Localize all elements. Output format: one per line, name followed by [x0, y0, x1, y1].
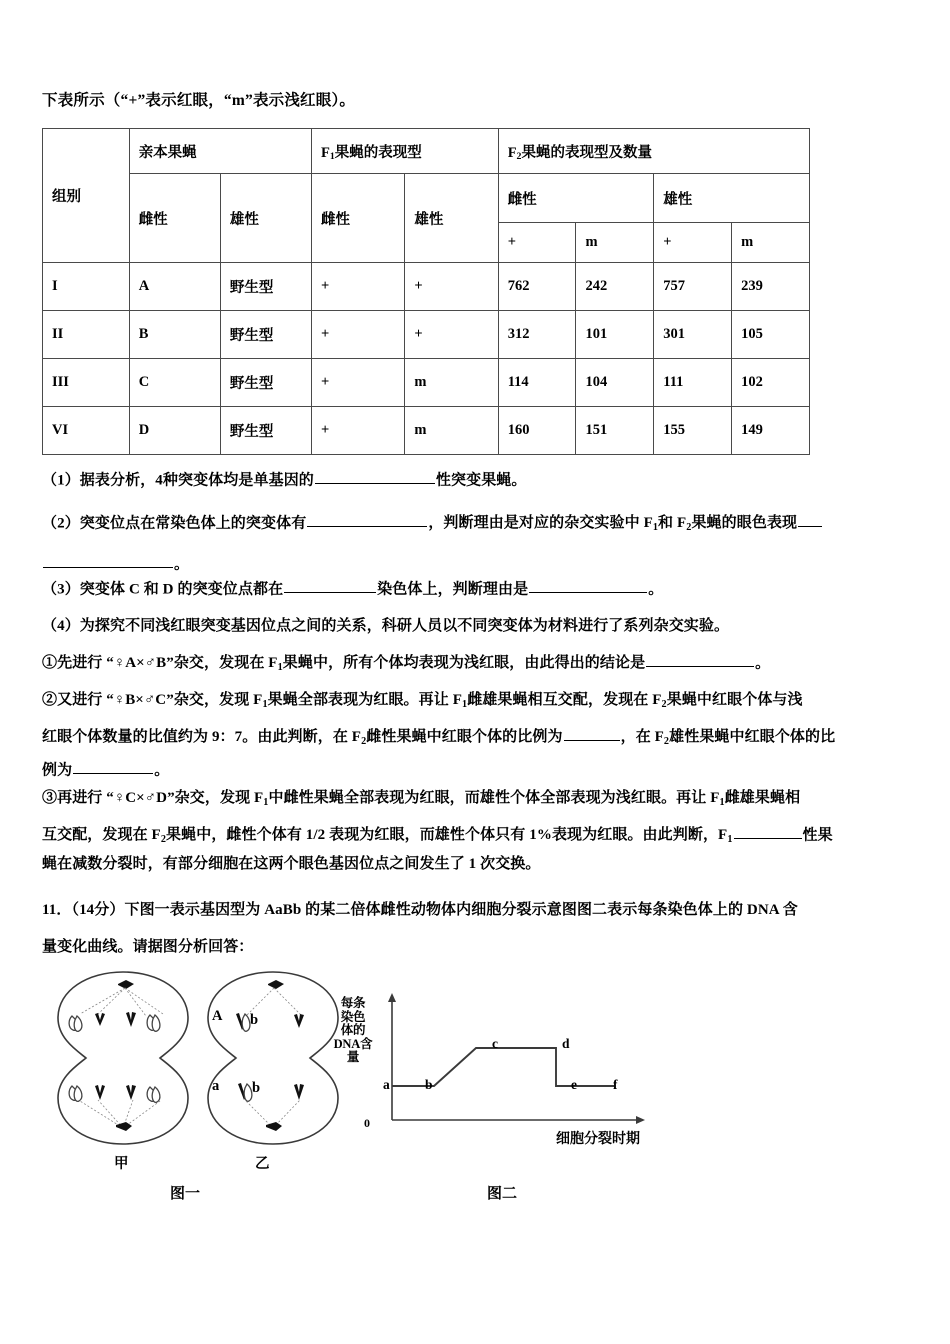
table-header-f2-female-plus: +: [498, 223, 576, 263]
y-label-line-5: 量: [346, 1050, 360, 1064]
cell-f2-female-m: 101: [576, 311, 654, 359]
table-header-f2-female-m: m: [576, 223, 654, 263]
answer-blank[interactable]: [529, 578, 647, 593]
y-label-line-2: 染色: [340, 1009, 366, 1024]
table-header-f2-male-m: m: [732, 223, 810, 263]
answer-blank[interactable]: [307, 512, 427, 527]
item2-line2-a: 红眼个体数量的比值约为 9：7。由此判断，在 $F_2$雌性果蝇中红眼个体的比例为: [42, 729, 563, 747]
cell-parent-female: B: [129, 311, 220, 359]
question-1-text-b: 性突变果蝇。: [435, 472, 527, 489]
chart-point-label-f: f: [613, 1077, 618, 1092]
cell-parent-male: 野生型: [220, 407, 311, 455]
question-3-text-b: 染色体上，判断理由是: [377, 581, 529, 598]
answer-blank[interactable]: [43, 553, 173, 568]
intro-text: 下表所示（“+”表示红眼，“m”表示浅红眼）。: [42, 92, 356, 109]
question-4-item-3-line3: 蝇在减数分裂时，有部分细胞在这两个眼色基因位点之间发生了 1 次交换。: [42, 856, 541, 872]
allele-label-a: a: [212, 1078, 220, 1094]
cell-membrane-outline: [208, 972, 338, 1144]
question-4-item-1: [42, 652, 770, 671]
table-header-f1: $F_1$果蝇的表现型: [311, 129, 498, 174]
answer-blank[interactable]: [564, 726, 620, 741]
cell-f1-male: m: [405, 359, 498, 407]
question-4: （4）为探究不同浅红眼突变基因位点之间的关系，科研人员以不同突变体为材料进行了系列杂交实验。: [42, 618, 730, 634]
answer-blank[interactable]: [734, 824, 802, 839]
cell-parent-female: D: [129, 407, 220, 455]
figure-1-caption: 图一: [170, 1186, 201, 1202]
figure-2-caption: 图二: [487, 1186, 518, 1202]
y-label-line-4: DNA含: [333, 1036, 373, 1051]
cell-f2-female-m: 151: [576, 407, 654, 455]
cell-yi-label: 乙: [255, 1156, 270, 1172]
answer-blank[interactable]: [798, 512, 822, 527]
table-header-parent-female: 雌性: [129, 174, 220, 263]
cell-parent-male: 野生型: [220, 311, 311, 359]
item3-text-a: ③再进行 “♀C×♂D”杂交，发现 $F_1$中雌性果蝇全部表现为红眼，而雄性个体全部表现为浅红眼。再让 $F_1$雌雄果蝇相: [42, 790, 801, 808]
cell-f2-male-plus: 111: [654, 359, 732, 407]
dna-content-chart: [376, 992, 656, 1132]
question-2: [42, 512, 823, 531]
table-header-parent-male: 雄性: [220, 174, 311, 263]
question-1-text-a: （1）据表分析，4种突变体均是单基因的: [42, 472, 314, 489]
answer-blank[interactable]: [646, 652, 754, 667]
allele-label-b-top: b: [250, 1012, 259, 1028]
question-4-item-3: [42, 791, 800, 806]
cell-f1-female: +: [311, 359, 404, 407]
question-4-item-2: [42, 693, 803, 708]
table-header-group: 组别: [43, 129, 130, 263]
allele-label-A: A: [212, 1008, 223, 1024]
cell-group: III: [43, 359, 130, 407]
cell-f1-female: +: [311, 407, 404, 455]
table-header-f2-male: 雄性: [654, 174, 810, 223]
item1-text-c: 。: [755, 655, 771, 672]
chart-point-label-e: e: [571, 1077, 577, 1092]
question-3-text-a: （3）突变体 C 和 D 的突变位点都在: [42, 581, 284, 598]
cell-f2-male-m: 105: [732, 311, 810, 359]
question-11-line1: 11．（14分）下图一表示基因型为 AaBb 的某二倍体雌性动物体内细胞分裂示意图图二表示每条染色体上的 DNA 含: [42, 902, 798, 918]
question-2-text-b: ，判断理由是对应的杂交实验中 $F_1$和 $F_2$果蝇的眼色表现: [428, 515, 798, 533]
x-axis-arrow: [636, 1116, 645, 1124]
table-header-f1-male: 雄性: [405, 174, 498, 263]
question-3: [42, 578, 663, 597]
chart-point-label-d: d: [562, 1036, 570, 1051]
answer-blank[interactable]: [284, 578, 376, 593]
question-4-item-2-line3: [42, 759, 169, 778]
question-11-line2: 量变化曲线。请据图分析回答：: [42, 939, 254, 955]
cell-parent-male: 野生型: [220, 359, 311, 407]
cell-f2-male-plus: 155: [654, 407, 732, 455]
chart-point-label-a: a: [383, 1077, 390, 1092]
table-row: [43, 359, 810, 407]
item2-text-a: ②又进行 “♀B×♂C”杂交，发现 $F_1$果蝇全部表现为红眼。再让 $F_1$雌雄果蝇相互交配，发现在 $F_2$果蝇中红眼个体与浅: [42, 692, 803, 710]
y-axis-arrow: [388, 993, 396, 1002]
item3-line2-a: 互交配，发现在 $F_2$果蝇中，雌性个体有 1/2 表现为红眼，而雄性个体只有 1%表现为红眼。由此判断，$F_1$: [42, 827, 733, 845]
cell-diagram-jia: [48, 968, 198, 1148]
cell-f2-male-plus: 301: [654, 311, 732, 359]
chart-point-label-b: b: [425, 1077, 433, 1092]
cell-parent-female: A: [129, 263, 220, 311]
item2-line3-a: 例为: [42, 762, 73, 779]
question-4-item-2-line2: [42, 726, 835, 745]
cell-parent-male: 野生型: [220, 263, 311, 311]
table-row: [43, 311, 810, 359]
cell-f1-male: m: [405, 407, 498, 455]
question-4-item-3-line2: [42, 824, 833, 843]
answer-blank[interactable]: [73, 759, 153, 774]
cell-f2-male-plus: 757: [654, 263, 732, 311]
cell-f2-female-m: 104: [576, 359, 654, 407]
cell-f2-female-plus: 160: [498, 407, 576, 455]
cell-group: I: [43, 263, 130, 311]
cell-f1-female: +: [311, 311, 404, 359]
question-2-text-a: （2）突变位点在常染色体上的突变体有: [42, 515, 307, 532]
cell-f1-male: +: [405, 263, 498, 311]
cell-f2-male-m: 102: [732, 359, 810, 407]
table-header-f2-male-plus: +: [654, 223, 732, 263]
cell-f2-female-m: 242: [576, 263, 654, 311]
cell-f2-female-plus: 114: [498, 359, 576, 407]
table-header-parent: 亲本果蝇: [129, 129, 311, 174]
chart-point-label-c: c: [492, 1036, 498, 1051]
item2-line2-d: ，在 $F_2$雄性果蝇中红眼个体的比: [620, 729, 836, 747]
chart-origin-label: 0: [364, 1116, 370, 1130]
y-label-line-1: 每条: [340, 996, 366, 1010]
table-row: [43, 407, 810, 455]
cell-jia-label: 甲: [114, 1156, 129, 1172]
question-2-line2: [42, 553, 189, 572]
question-3-text-c: 。: [648, 581, 664, 598]
cell-membrane-outline: [58, 972, 188, 1144]
chart-x-axis-label: 细胞分裂时期: [556, 1132, 640, 1147]
cell-f2-female-plus: 762: [498, 263, 576, 311]
answer-blank[interactable]: [315, 469, 435, 484]
cell-group: II: [43, 311, 130, 359]
question-1: [42, 469, 527, 488]
table-row: [43, 263, 810, 311]
table-header-f2: $F_2$果蝇的表现型及数量: [498, 129, 809, 174]
y-label-line-3: 体的: [340, 1023, 366, 1037]
table-header-f1-female: 雌性: [311, 174, 404, 263]
cell-diagram-yi: [198, 968, 348, 1148]
cell-f2-female-plus: 312: [498, 311, 576, 359]
cell-f1-male: +: [405, 311, 498, 359]
chart-y-axis-label: [330, 997, 376, 1065]
item3-line2-c: 性果: [802, 827, 833, 844]
allele-label-b-bottom: b: [252, 1080, 261, 1096]
item1-text-a: ①先进行 “♀A×♂B”杂交，发现在 $F_1$果蝇中，所有个体均表现为浅红眼，由此得出的结论是: [42, 655, 646, 673]
item2-line3-b: 。: [154, 762, 170, 779]
cell-f1-female: +: [311, 263, 404, 311]
table-header-f2-female: 雌性: [498, 174, 654, 223]
question-2-period: 。: [174, 556, 190, 573]
cross-experiment-table: [42, 128, 810, 455]
cell-f2-male-m: 239: [732, 263, 810, 311]
cell-group: VI: [43, 407, 130, 455]
cell-parent-female: C: [129, 359, 220, 407]
cell-f2-male-m: 149: [732, 407, 810, 455]
